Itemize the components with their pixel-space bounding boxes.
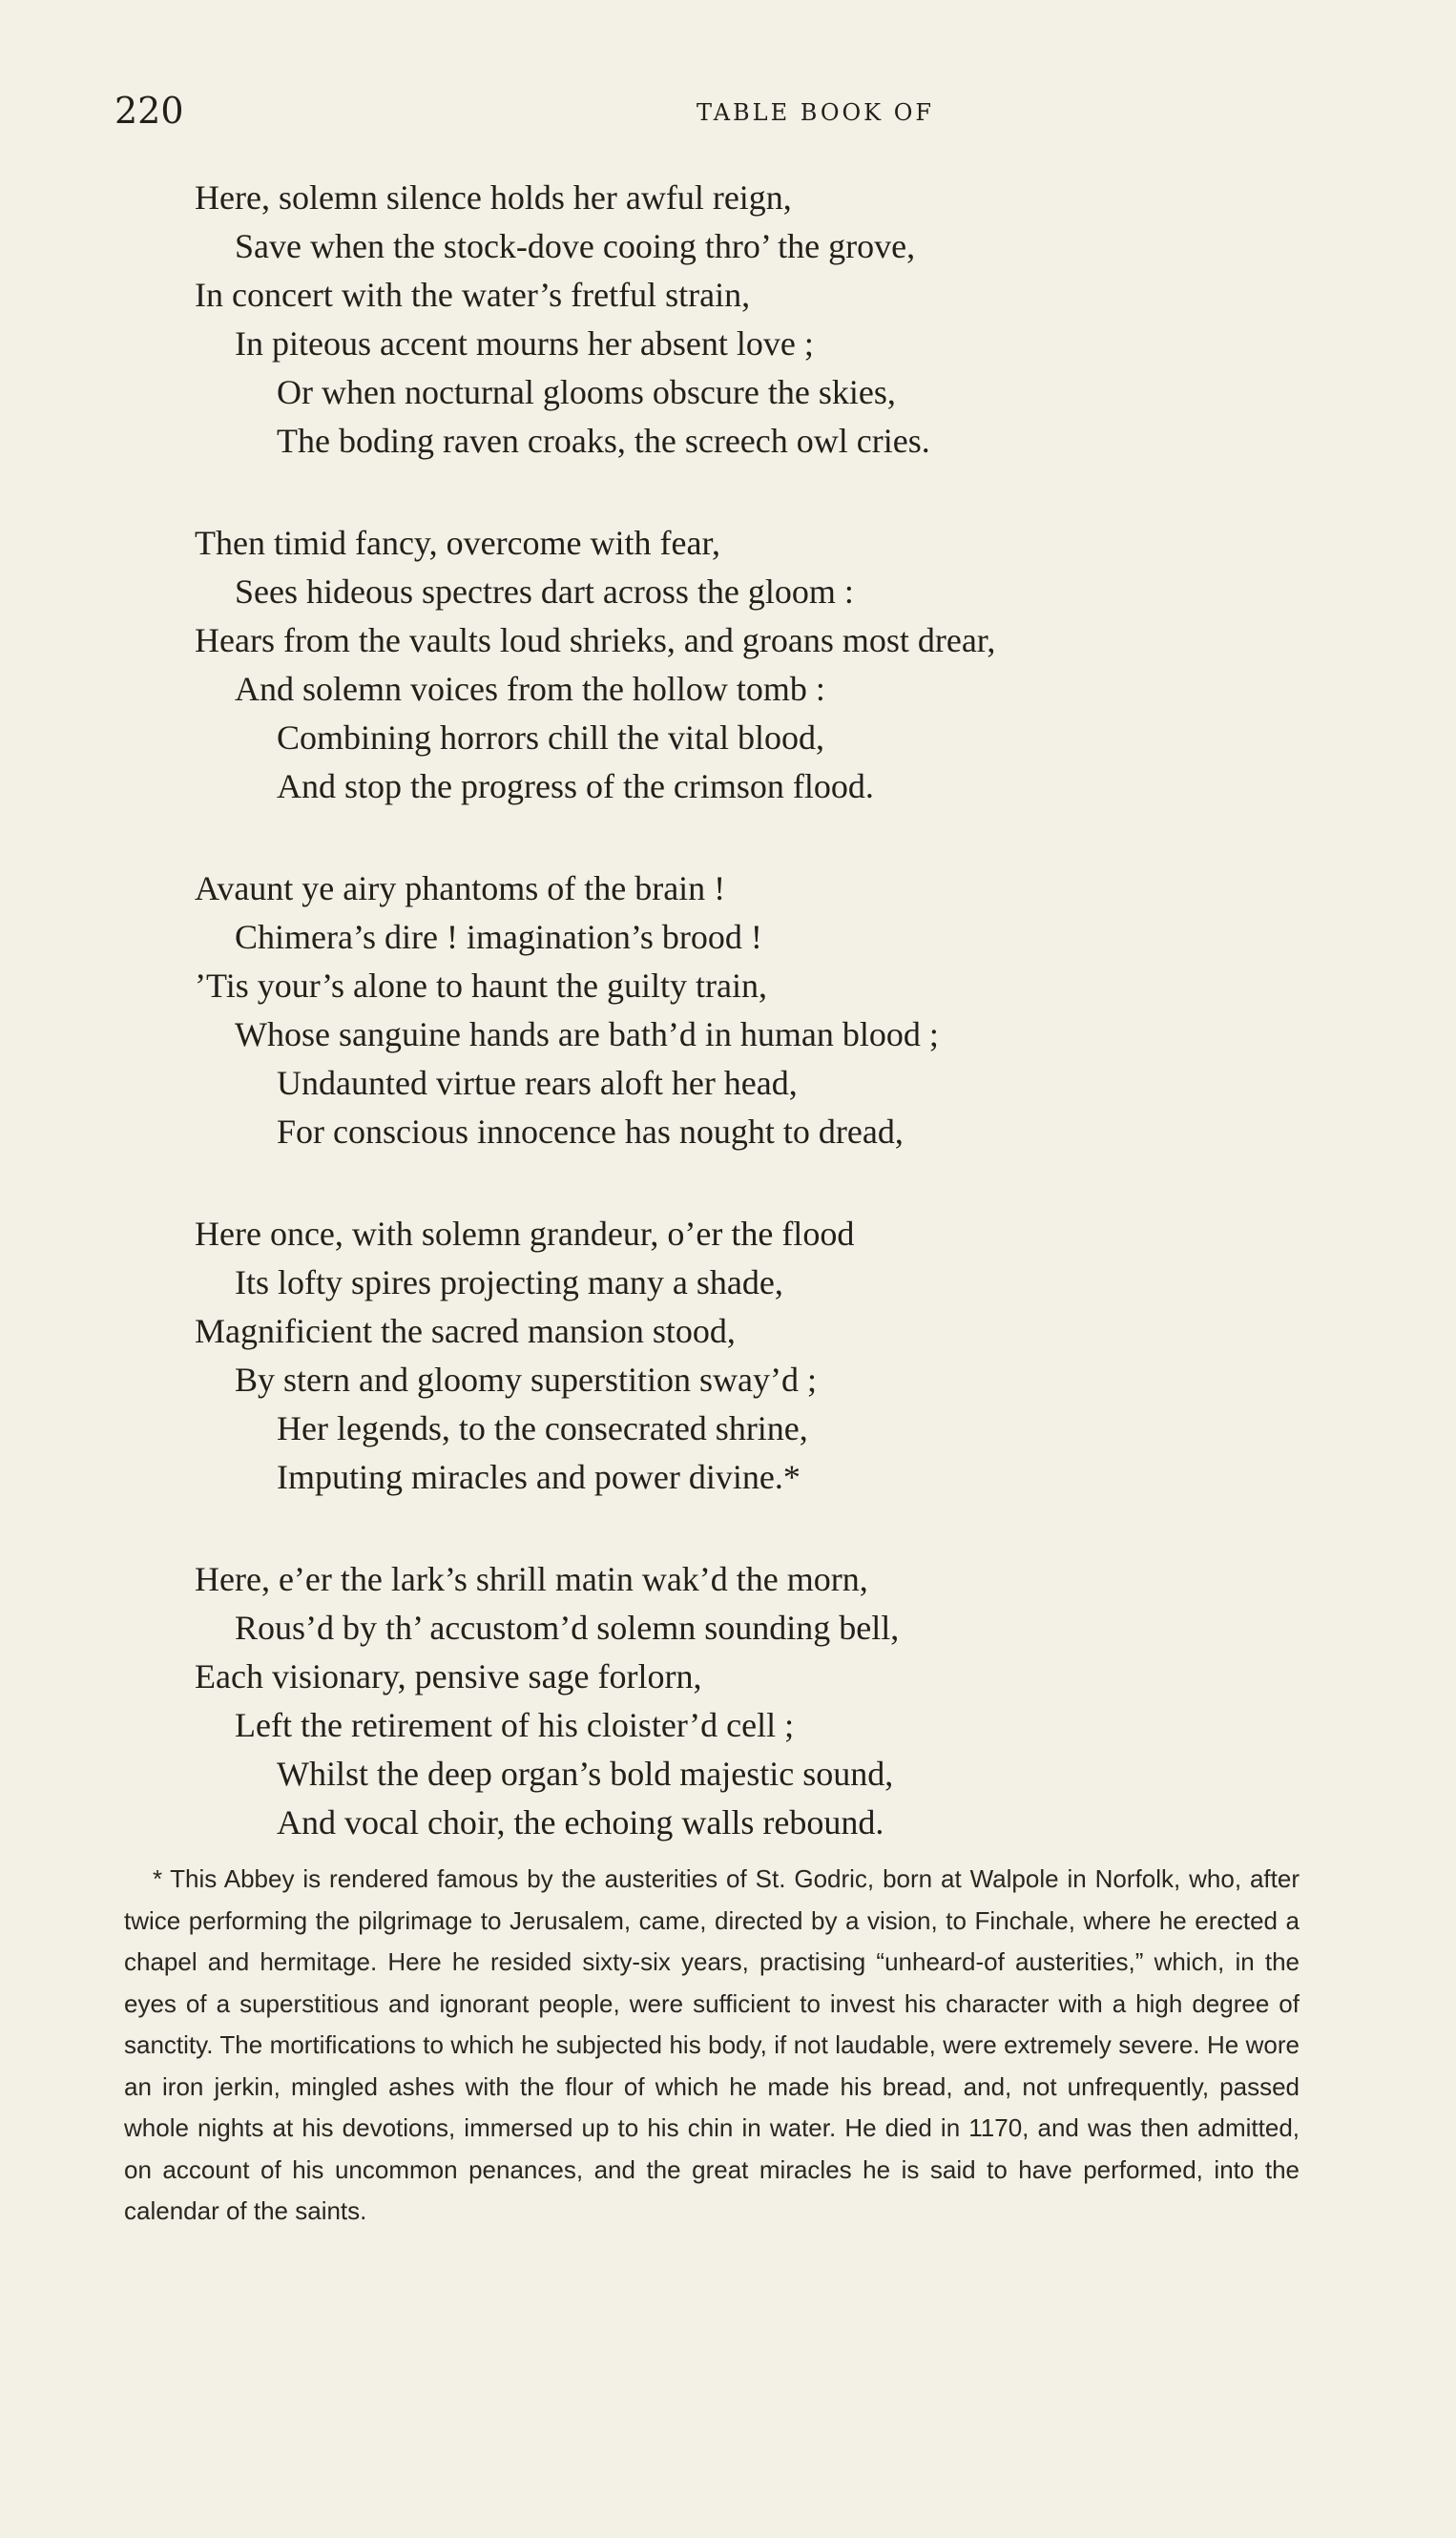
footnote bbox=[124, 1859, 1300, 2233]
poem-line: And stop the progress of the crimson flood. bbox=[277, 767, 874, 805]
poem-line: By stern and gloomy superstition sway’d ; bbox=[235, 1361, 817, 1399]
poem-line: Her legends, to the consecrated shrine, bbox=[277, 1409, 808, 1447]
poem-line: And vocal choir, the echoing walls rebound. bbox=[277, 1803, 884, 1841]
poem-line: Each visionary, pensive sage forlorn, bbox=[195, 1657, 702, 1695]
stanza-1 bbox=[0, 174, 1456, 466]
poem-line: Combining horrors chill the vital blood, bbox=[277, 718, 824, 757]
poem-line: Chimera’s dire ! imagination’s brood ! bbox=[235, 918, 762, 956]
poem-line: Save when the stock-dove cooing thro’ the grove, bbox=[235, 227, 916, 265]
poem-line: Hears from the vaults loud shrieks, and groans most drear, bbox=[195, 621, 996, 659]
poem-line: Undaunted virtue rears aloft her head, bbox=[277, 1064, 798, 1102]
stanza-5 bbox=[0, 1555, 1456, 1847]
poem-line: In concert with the water’s fretful strain, bbox=[195, 276, 751, 314]
footnote-text: This Abbey is rendered famous by the austerities of St. Godric, born at Walpole in Norfolk, who, after twice performing the pilgrimage to Jerusalem, came, directed by a vision, to Finchale, where he erected a chapel and hermitage. Here he resided sixty-six years, practising “unheard-of austerities,” which, in the eyes of a superstitious and ignorant people, were sufficient to invest his character with a high degree of sanctity. The mortifications to which he subjected his body, if not laudable, were extremely severe. He wore an iron jerkin, mingled ashes with the flour of which he made his bread, and, not unfrequently, passed whole nights at his devotions, immersed up to his chin in water. He died in 1170, and was then admitted, on account of his uncommon penances, and the great miracles he is said to have performed, into the calendar of the saints. bbox=[124, 1864, 1300, 2225]
running-head: TABLE BOOK OF bbox=[697, 99, 935, 126]
page-number: 220 bbox=[114, 90, 184, 132]
poem-line: Its lofty spires projecting many a shade, bbox=[235, 1263, 783, 1301]
poem-line: Imputing miracles and power divine.* bbox=[277, 1458, 801, 1496]
footnote-marker: * bbox=[153, 1864, 163, 1893]
poem bbox=[0, 174, 1456, 1901]
poem-line: Avaunt ye airy phantoms of the brain ! bbox=[195, 869, 726, 907]
stanza-2 bbox=[0, 519, 1456, 811]
poem-line: Here, e’er the lark’s shrill matin wak’d the morn, bbox=[195, 1560, 868, 1598]
poem-line: Whose sanguine hands are bath’d in human blood ; bbox=[235, 1015, 939, 1053]
poem-line: Then timid fancy, overcome with fear, bbox=[195, 524, 721, 562]
poem-line: Left the retirement of his cloister’d cell ; bbox=[235, 1706, 795, 1744]
stanza-3 bbox=[0, 864, 1456, 1156]
poem-line: For conscious innocence has nought to dread, bbox=[277, 1113, 904, 1151]
poem-line: And solemn voices from the hollow tomb : bbox=[235, 670, 825, 708]
poem-line: Sees hideous spectres dart across the gloom : bbox=[235, 572, 854, 611]
poem-line: Here, solemn silence holds her awful reign, bbox=[195, 178, 792, 217]
poem-line: Whilst the deep organ’s bold majestic sound, bbox=[277, 1755, 894, 1793]
stanza-4 bbox=[0, 1210, 1456, 1502]
poem-line: Here once, with solemn grandeur, o’er the flood bbox=[195, 1215, 855, 1253]
poem-line: Magnificient the sacred mansion stood, bbox=[195, 1312, 736, 1350]
poem-line: ’Tis your’s alone to haunt the guilty train, bbox=[195, 967, 767, 1005]
poem-line: Or when nocturnal glooms obscure the skies, bbox=[277, 373, 896, 411]
poem-line: The boding raven croaks, the screech owl cries. bbox=[277, 422, 930, 460]
page-header bbox=[114, 88, 1355, 134]
poem-line: Rous’d by th’ accustom’d solemn sounding bell, bbox=[235, 1609, 900, 1647]
poem-line: In piteous accent mourns her absent love ; bbox=[235, 324, 814, 363]
